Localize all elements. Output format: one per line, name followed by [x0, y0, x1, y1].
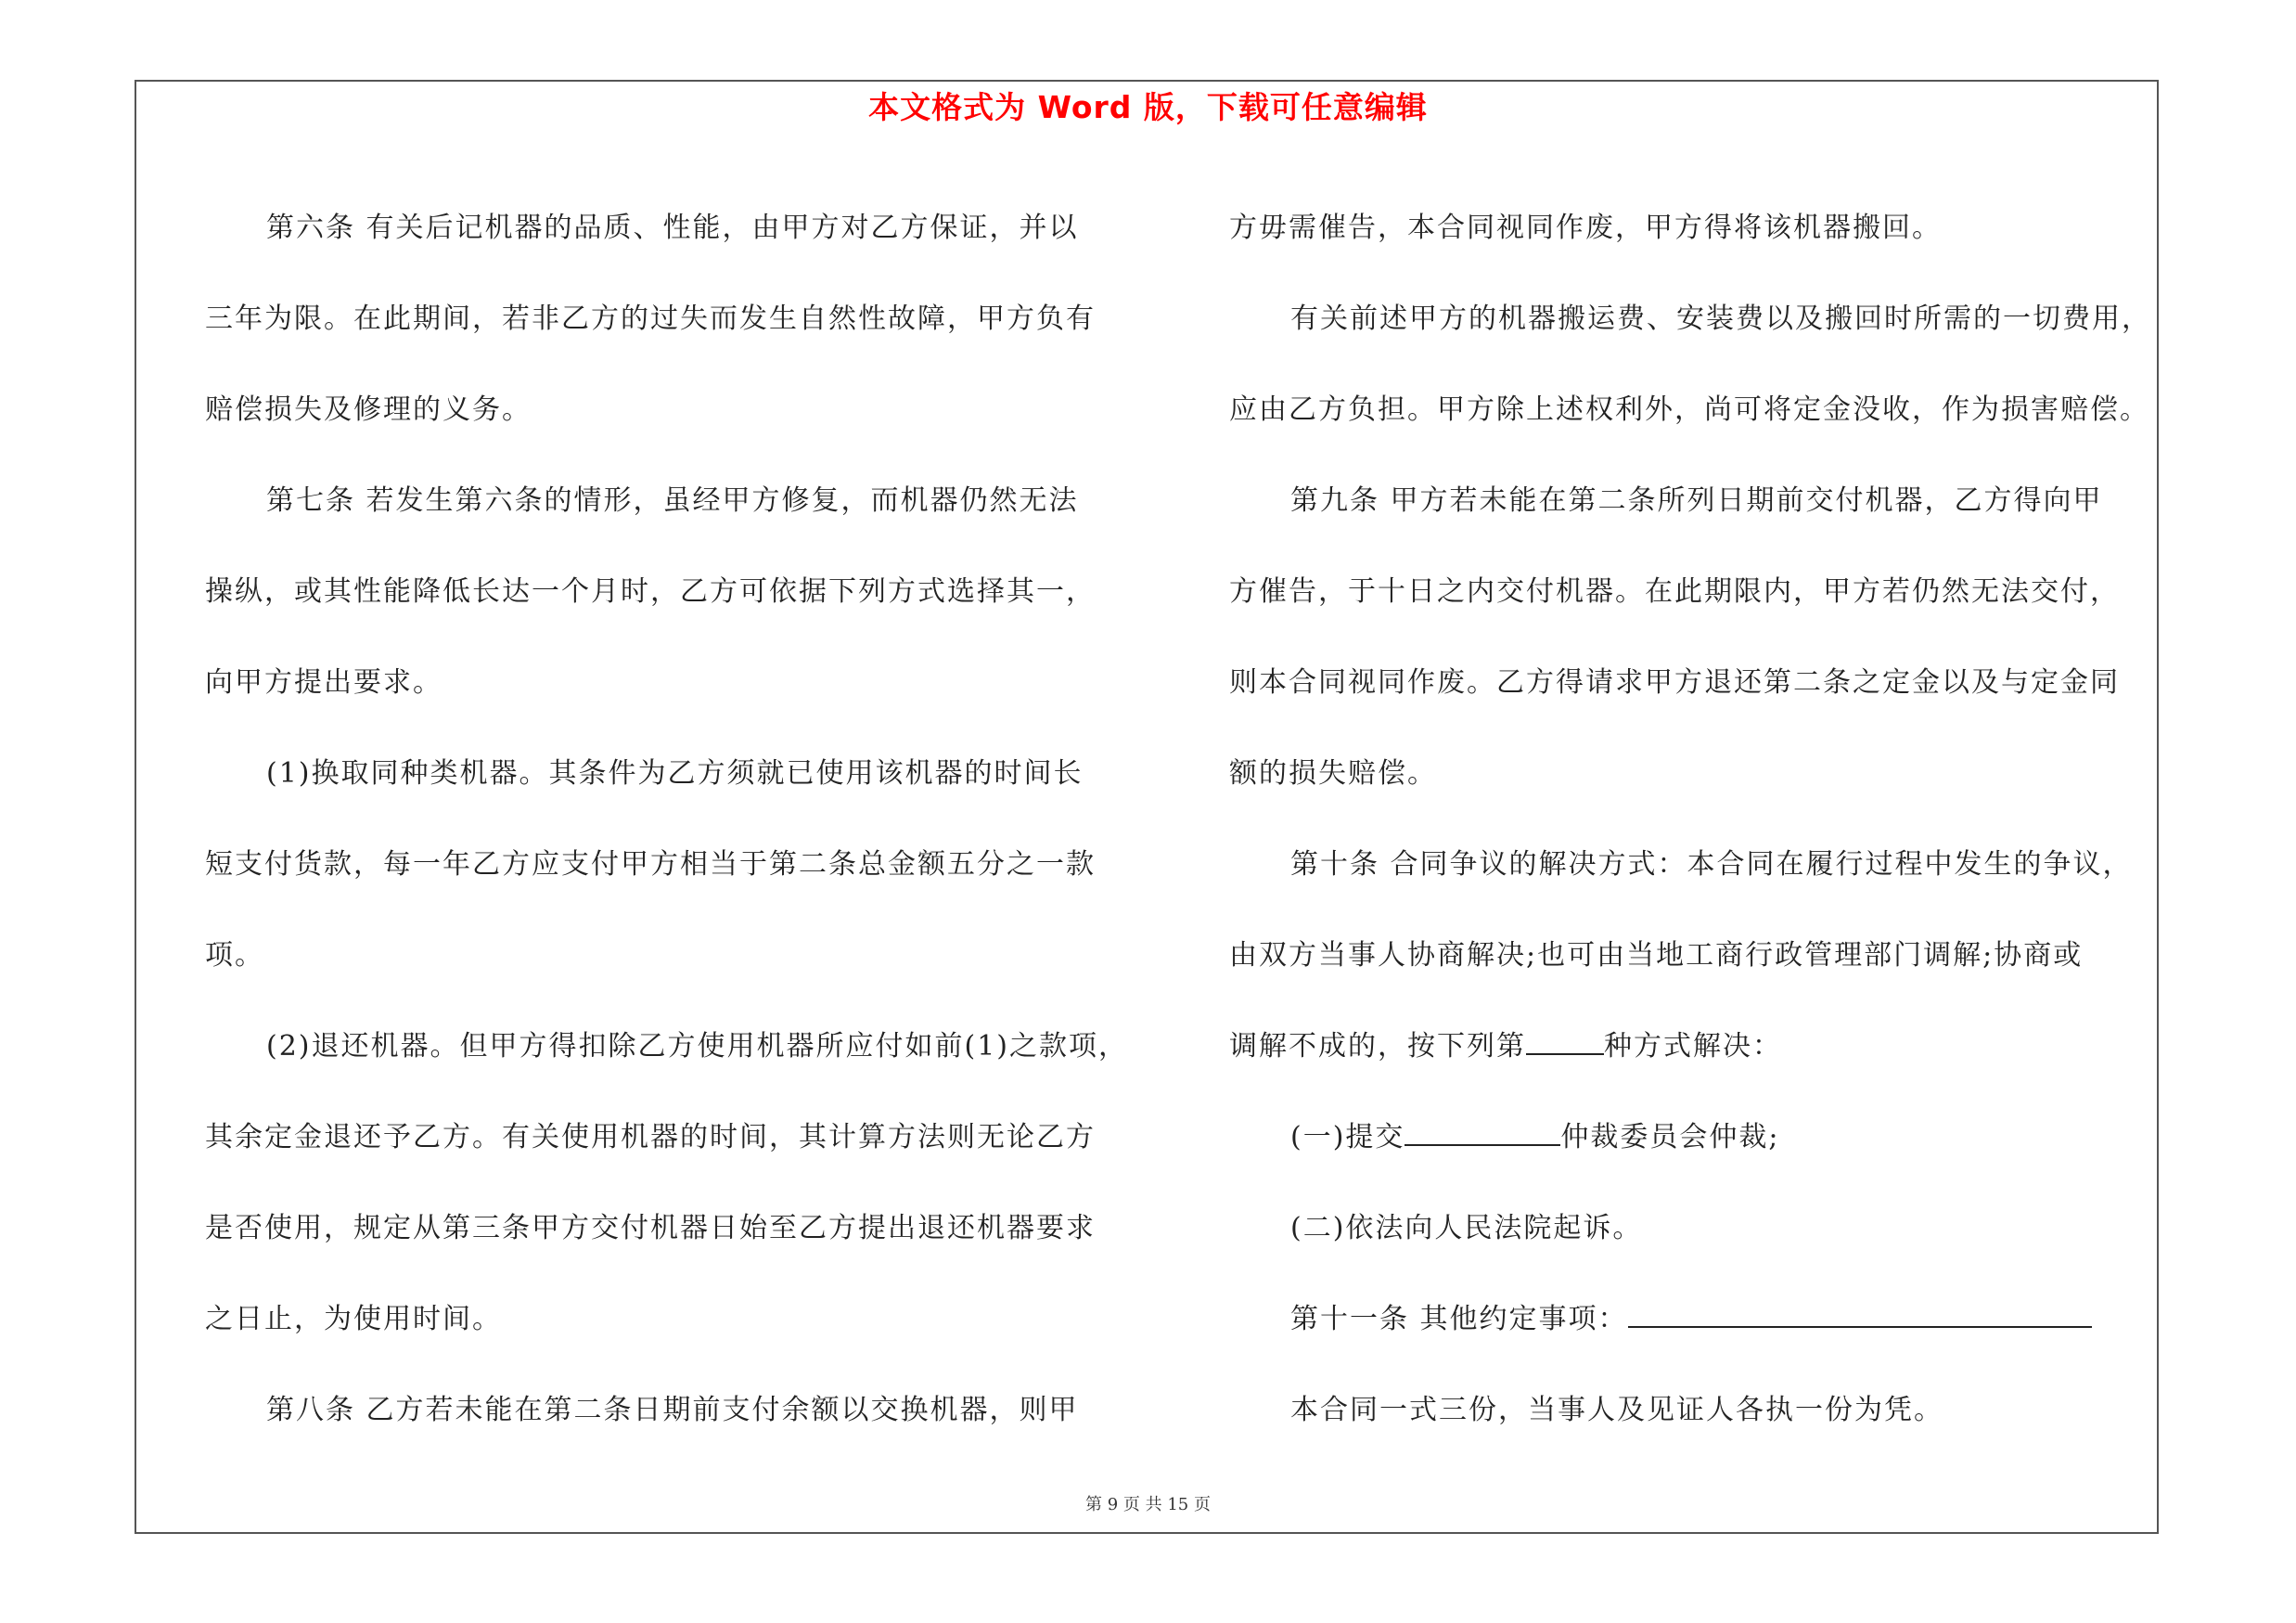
- other-matters-label: 第十一条 其他约定事项：: [1290, 1303, 1628, 1335]
- paragraph-line: 额的损失赔偿。: [1229, 757, 1437, 790]
- paragraph-line: 本合同一式三份，当事人及见证人各执一份为凭。: [1290, 1394, 1943, 1426]
- paragraph-line: 第十条 合同争议的解决方式：本合同在履行过程中发生的争议，: [1290, 848, 2133, 881]
- arbitration-text-end: 仲裁委员会仲裁;: [1560, 1121, 1780, 1153]
- paragraph-line: 方催告，于十日之内交付机器。在此期限内，甲方若仍然无法交付，: [1229, 575, 2120, 608]
- paragraph-line: 之日止，为使用时间。: [205, 1303, 502, 1335]
- arbitration-commission-blank[interactable]: [1405, 1122, 1560, 1146]
- paragraph-line: 由双方当事人协商解决;也可由当地工商行政管理部门调解;协商或: [1229, 939, 2084, 972]
- paragraph-line: 应由乙方负担。甲方除上述权利外，尚可将定金没收，作为损害赔偿。: [1229, 393, 2149, 426]
- dispute-method-text-end: 种方式解决：: [1604, 1030, 1782, 1063]
- word-format-banner: 本文格式为 Word 版，下载可任意编辑: [868, 89, 1428, 125]
- method-number-blank[interactable]: [1526, 1031, 1604, 1055]
- paragraph-line: 第九条 甲方若未能在第二条所列日期前交付机器，乙方得向甲: [1290, 484, 2103, 517]
- paragraph-line: 第七条 若发生第六条的情形，虽经甲方修复，而机器仍然无法: [266, 484, 1079, 517]
- paragraph-line: 操纵，或其性能降低长达一个月时，乙方可依据下列方式选择其一，: [205, 575, 1096, 608]
- paragraph-line: 赔偿损失及修理的义务。: [205, 393, 532, 426]
- dispute-method-text: 调解不成的，按下列第: [1229, 1030, 1526, 1063]
- paragraph-line: 项。: [205, 939, 264, 972]
- left-column: [205, 183, 1207, 1456]
- other-matters-blank[interactable]: [1628, 1304, 2092, 1328]
- paragraph-line: 短支付货款，每一年乙方应支付甲方相当于第二条总金额五分之一款: [205, 848, 1096, 881]
- paragraph-line: 第六条 有关后记机器的品质、性能，由甲方对乙方保证，并以: [266, 212, 1079, 244]
- right-column: [1229, 183, 2157, 1456]
- paragraph-line: (2)退还机器。但甲方得扣除乙方使用机器所应付如前(1)之款项，: [266, 1030, 1128, 1063]
- paragraph-line: 则本合同视同作废。乙方得请求甲方退还第二条之定金以及与定金同: [1229, 666, 2120, 699]
- paragraph-line: 其余定金退还予乙方。有关使用机器的时间，其计算方法则无论乙方: [205, 1121, 1096, 1153]
- dispute-method-line: [1229, 1001, 2157, 1092]
- paragraph-line: 三年为限。在此期间，若非乙方的过失而发生自然性故障，甲方负有: [205, 303, 1096, 335]
- paragraph-line: (1)换取同种类机器。其条件为乙方须就已使用该机器的时间长: [266, 757, 1084, 790]
- paragraph-line: (二)依法向人民法院起诉。: [1290, 1212, 1643, 1244]
- paragraph-line: 方毋需催告，本合同视同作废，甲方得将该机器搬回。: [1229, 212, 1942, 244]
- paragraph-line: 向甲方提出要求。: [205, 666, 443, 699]
- arbitration-line: [1229, 1092, 2157, 1183]
- arbitration-text: (一)提交: [1290, 1121, 1405, 1153]
- paragraph-line: 有关前述甲方的机器搬运费、安装费以及搬回时所需的一切费用，: [1290, 303, 2151, 335]
- paragraph-line: 第八条 乙方若未能在第二条日期前支付余额以交换机器，则甲: [266, 1394, 1079, 1426]
- page-number-footer: 第 9 页 共 15 页: [1085, 1495, 1211, 1514]
- paragraph-line: 是否使用，规定从第三条甲方交付机器日始至乙方提出退还机器要求: [205, 1212, 1096, 1244]
- other-matters-line: [1229, 1274, 2157, 1365]
